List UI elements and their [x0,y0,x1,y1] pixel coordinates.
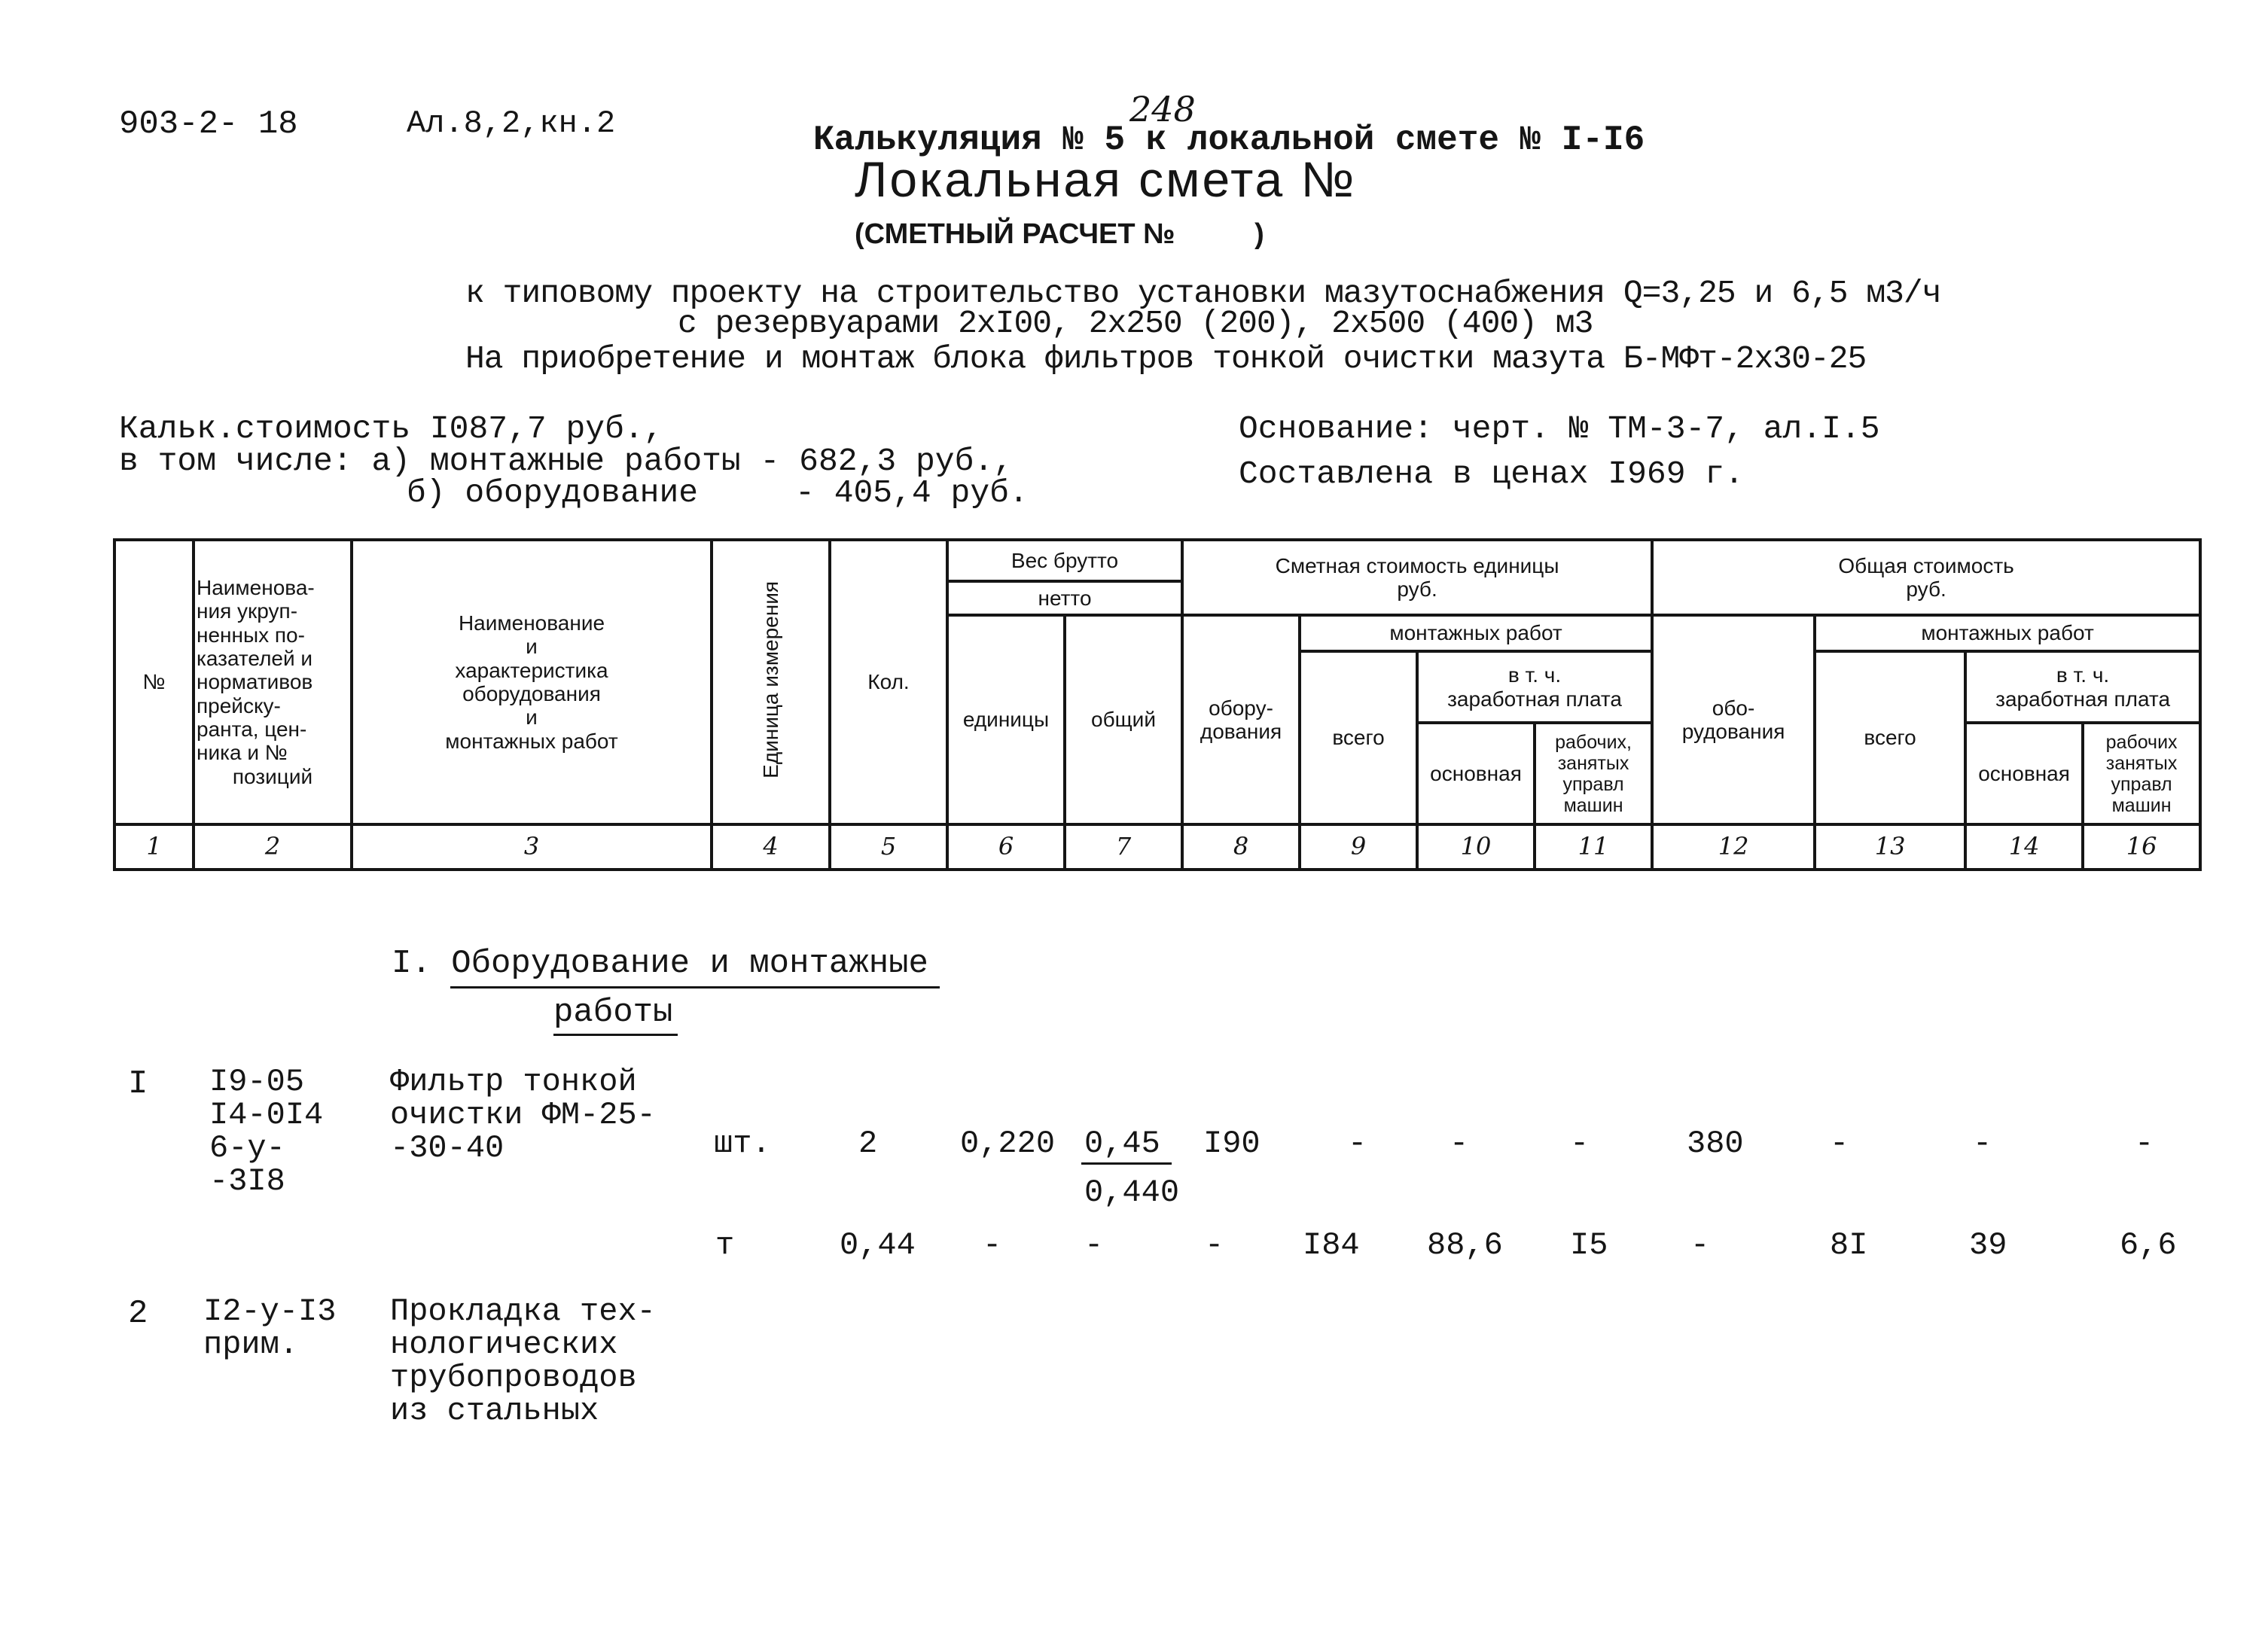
basis-line-1: Основание: черт. № ТМ-3-7, ал.I.5 [1239,410,1880,447]
item-unit-wage-base: - [1450,1126,1469,1162]
unit-cost-group-header: Сметная стоимость единицы руб. [1182,540,1652,615]
calculation-line: Калькуляция № 5 к локальной смете № I-I6 [813,120,1645,160]
column-number: 9 [1300,824,1417,870]
item-total-wage-base: - [1973,1126,1992,1162]
item-weight-total-bottom: 0,440 [1084,1174,1180,1211]
weight-fraction-line [1081,1162,1172,1165]
col-unit-equipment-header: обору- дования [1182,615,1300,824]
item-total-wage-machine: - [2135,1126,2154,1162]
item-name: Прокладка тех- нологических трубопроводов из стальных [390,1293,656,1430]
document-title: Локальная смета № [855,151,1357,207]
item-total-equipment: - [1690,1227,1710,1263]
weight-group-header: Вес брутто [947,540,1182,581]
item-number: 2 [128,1295,148,1333]
total-wage-group-header: в т. ч. заработная плата [1965,651,2200,723]
item-weight-total-top: 0,45 [1084,1126,1160,1162]
unit-install-group-header: монтажных работ [1300,615,1652,651]
col-total-wage-base-header: основная [1965,723,2083,824]
cost-line-1: Кальк.стоимость I087,7 руб., [119,410,663,447]
item-unit: т [715,1227,735,1263]
item-total-install: 8I [1830,1227,1868,1263]
estimate-header-table [113,538,2202,871]
column-number: 16 [2083,824,2200,870]
col-total-equipment-header: обо- рудования [1652,615,1815,824]
total-cost-group-header: Общая стоимость руб. [1652,540,2200,615]
item-number: I [128,1065,148,1103]
item-weight-unit: - [983,1227,1002,1263]
weight-net-header: нетто [947,581,1182,615]
item-unit-cost-install: I84 [1303,1227,1360,1263]
handwritten-sheet-number: 248 [1129,89,1196,129]
column-number: 6 [947,824,1065,870]
album-reference: Ал.8,2,кн.2 [407,105,616,142]
column-number: 11 [1535,824,1652,870]
column-number: 2 [194,824,352,870]
project-line-3: На приобретение и монтаж блока фильтров тонкой очистки мазута Б-МФт-2х30-25 [465,340,1867,377]
item-total-equipment: 380 [1687,1126,1744,1162]
unit-wage-group-header: в т. ч. заработная плата [1417,651,1652,723]
column-number: 3 [352,824,712,870]
cost-line-2: в том числе: а) монтажные работы - 682,3 руб., [119,443,1013,480]
item-weight-unit: 0,220 [960,1126,1056,1162]
col-name-header: Наименование и характеристика оборудования и монтажных работ [352,540,712,824]
item-unit-wage-machine: - [1570,1126,1590,1162]
item-unit: шт. [714,1126,771,1162]
document-code: 903-2- 18 [119,105,298,143]
column-number: 8 [1182,824,1300,870]
item-total-wage-machine: 6,6 [2120,1227,2177,1263]
basis-line-2: Составлена в ценах I969 г. [1239,455,1744,492]
column-number: 1 [114,824,194,870]
project-line-1: к типовому проекту на строительство установки мазутоснабжения Q=3,25 и 6,5 м3/ч [465,275,1941,312]
item-unit-wage-machine: I5 [1570,1227,1608,1263]
column-number: 12 [1652,824,1815,870]
col-unit-install-all-header: всего [1300,651,1417,824]
col-weight-total-header: общий [1065,615,1182,824]
column-number-row [114,824,2200,870]
item-unit-wage-base: 88,6 [1427,1227,1503,1263]
document-subtitle: (СМЕТНЫЙ РАСЧЕТ № ) [855,218,1264,250]
col-weight-unit-header: единицы [947,615,1065,824]
total-install-group-header: монтажных работ [1815,615,2200,651]
cost-line-3: б) оборудование - 405,4 руб. [407,474,1029,511]
item-norm-code: I9-05 I4-0I4 6-у- -3I8 [209,1064,324,1200]
column-number: 7 [1065,824,1182,870]
column-number: 10 [1417,824,1535,870]
column-number: 5 [830,824,947,870]
project-line-2: с резервуарами 2хI00, 2х250 (200), 2х500 (400) м3 [678,305,1593,342]
column-number: 4 [712,824,830,870]
item-total-install: - [1830,1126,1849,1162]
section-heading-line-1: I. Оборудование и монтажные [392,945,928,982]
item-quantity: 0,44 [840,1227,916,1263]
item-unit-cost-equipment: - [1205,1227,1224,1263]
col-unit-wage-machine-header: рабочих, занятых управл машин [1535,723,1652,824]
col-norm-code-header: Наименова- ния укруп- ненных по- казателей и нормативов прейску- ранта, цен- ника и № позиций [194,540,352,824]
section-heading-underline-2 [553,1034,678,1036]
section-heading [392,945,928,982]
item-unit-cost-equipment: I90 [1203,1126,1261,1162]
col-quantity-header: Кол. [830,540,947,824]
col-unit-wage-base-header: основная [1417,723,1535,824]
item-quantity: 2 [858,1126,878,1162]
column-number: 13 [1815,824,1965,870]
col-unit-header: Единица измерения [712,540,830,824]
col-total-wage-machine-header: рабочих занятых управл машин [2083,723,2200,824]
col-number-header: № [114,540,194,824]
col-total-install-all-header: всего [1815,651,1965,824]
item-weight-total: - [1084,1227,1104,1263]
column-number: 14 [1965,824,2083,870]
item-norm-code: I2-у-I3 прим. [203,1293,337,1363]
item-unit-cost-install: - [1348,1126,1367,1162]
section-heading-line-2: работы [553,994,673,1031]
item-name: Фильтр тонкой очистки ФМ-25- -30-40 [390,1064,656,1167]
section-heading-underline-1 [450,986,940,989]
item-total-wage-base: 39 [1969,1227,2007,1263]
